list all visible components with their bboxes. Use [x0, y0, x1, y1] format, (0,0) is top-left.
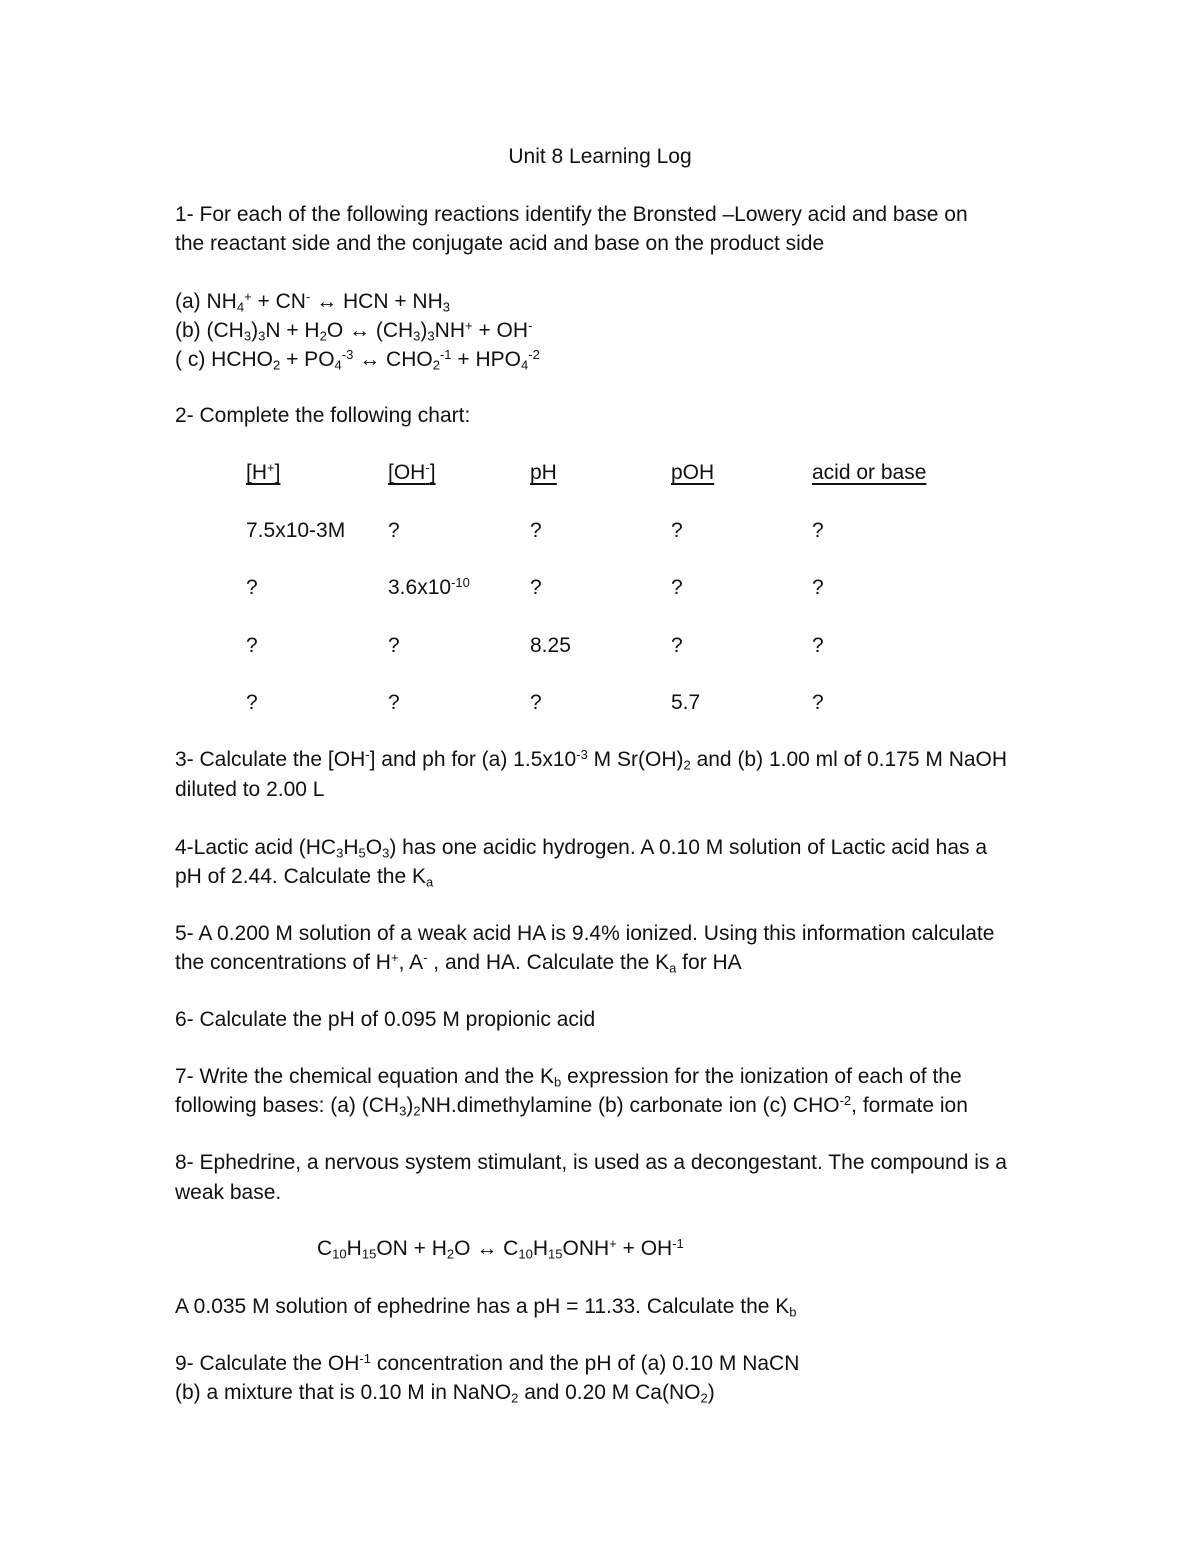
question-4-line-2: pH of 2.44. Calculate the $K_a$ — [175, 865, 434, 890]
chart-cell: ? — [388, 691, 400, 714]
chart-cell: ? — [246, 691, 258, 714]
question-8-line-1: 8- Ephedrine, a nervous system stimulant, is used as a decongestant. The compound is a — [175, 1151, 1007, 1174]
chart-cell: ? — [530, 576, 542, 599]
header-poh: pOH — [671, 461, 715, 484]
question-9-line-1: 9- Calculate the $OH^{-1}$ concentration and the pH of (a) 0.10 M NaCN — [175, 1350, 800, 1375]
question-1-line-1: 1- For each of the following reactions identify the Bronsted –Lowery acid and base on — [175, 203, 968, 226]
chart-cell: ? — [530, 691, 542, 714]
chart-cell: $3.6x10^{-10}$ — [388, 574, 470, 599]
chart-cell: ? — [812, 519, 824, 542]
question-6-line-1: 6- Calculate the pH of 0.095 M propionic acid — [175, 1008, 596, 1031]
chart-cell: ? — [388, 634, 400, 657]
reaction-b: (b) $(CH_3)_3N + H_2O$ ↔ $(CH_3)_3NH^+ + OH^-$ — [175, 317, 533, 344]
question-5-line-2: the concentrations of H+, A- , and HA. Calculate the $K_a$ for HA — [175, 949, 742, 976]
reaction-a: (a) $NH_4^+ + CN^-$ ↔ HCN + $NH_3$ — [175, 288, 450, 315]
chart-cell: ? — [812, 634, 824, 657]
chart-cell: 8.25 — [530, 634, 571, 657]
header-h-concentration: [H+] — [246, 459, 281, 484]
header-oh-concentration: [OH-] — [388, 459, 436, 484]
chart-cell: ? — [671, 576, 683, 599]
question-2-prompt: 2- Complete the following chart: — [175, 404, 471, 427]
ephedrine-equation: $C_{10}H_{15}ON + H_2O$ ↔ $C_{10}H_{15}ONH^+ + OH^{-1}$ — [317, 1235, 684, 1262]
chart-cell: ? — [671, 634, 683, 657]
question-4-line-1: 4-Lactic acid $(HC_3H_5O_3)$ has one acidic hydrogen. A 0.10 M solution of Lactic acid has a — [175, 836, 988, 861]
page-title: Unit 8 Learning Log — [508, 145, 692, 168]
question-5-line-1: 5- A 0.200 M solution of a weak acid HA is 9.4% ionized. Using this information calculate — [175, 922, 995, 945]
question-8-line-3: A 0.035 M solution of ephedrine has a pH = 11.33. Calculate the $K_b$ — [175, 1295, 797, 1320]
question-7-line-1: 7- Write the chemical equation and the $K_b$ expression for the ionization of each of the — [175, 1065, 962, 1090]
header-acid-or-base: acid or base — [812, 461, 927, 484]
chart-cell: ? — [671, 519, 683, 542]
chart-cell: ? — [530, 519, 542, 542]
question-8-line-2: weak base. — [175, 1181, 282, 1204]
header-ph: pH — [530, 461, 557, 484]
chart-cell: ? — [246, 634, 258, 657]
reaction-c: ( c) $HCHO_2 + PO_4^{-3}$ ↔ $CHO_2^{-1} + HPO_4^{-2}$ — [175, 346, 540, 373]
chart-cell: 7.5x10-3M — [246, 519, 346, 542]
question-7-line-2: following bases: (a) $(CH_3)_2NH.dimethylamine$ (b) carbonate ion (c) $CHO^{-2}$, formate ion — [175, 1092, 968, 1119]
question-3-line-2: diluted to 2.00 L — [175, 778, 325, 801]
chart-cell: 5.7 — [671, 691, 701, 714]
chart-cell: ? — [812, 576, 824, 599]
chart-cell: ? — [812, 691, 824, 714]
question-9-line-2: (b) a mixture that is 0.10 M in NaNO$_2$ and 0.20 M $Ca(NO_2)$ — [175, 1381, 715, 1406]
chart-cell: ? — [246, 576, 258, 599]
chart-cell: ? — [388, 519, 400, 542]
question-3-line-1: 3- Calculate the [OH-] and ph for (a) $1.5x10^{-3}$ M $Sr(OH)_2$ and (b) 1.00 ml of 0.175 M NaOH — [175, 746, 1008, 773]
question-1-line-2: the reactant side and the conjugate acid and base on the product side — [175, 232, 825, 255]
